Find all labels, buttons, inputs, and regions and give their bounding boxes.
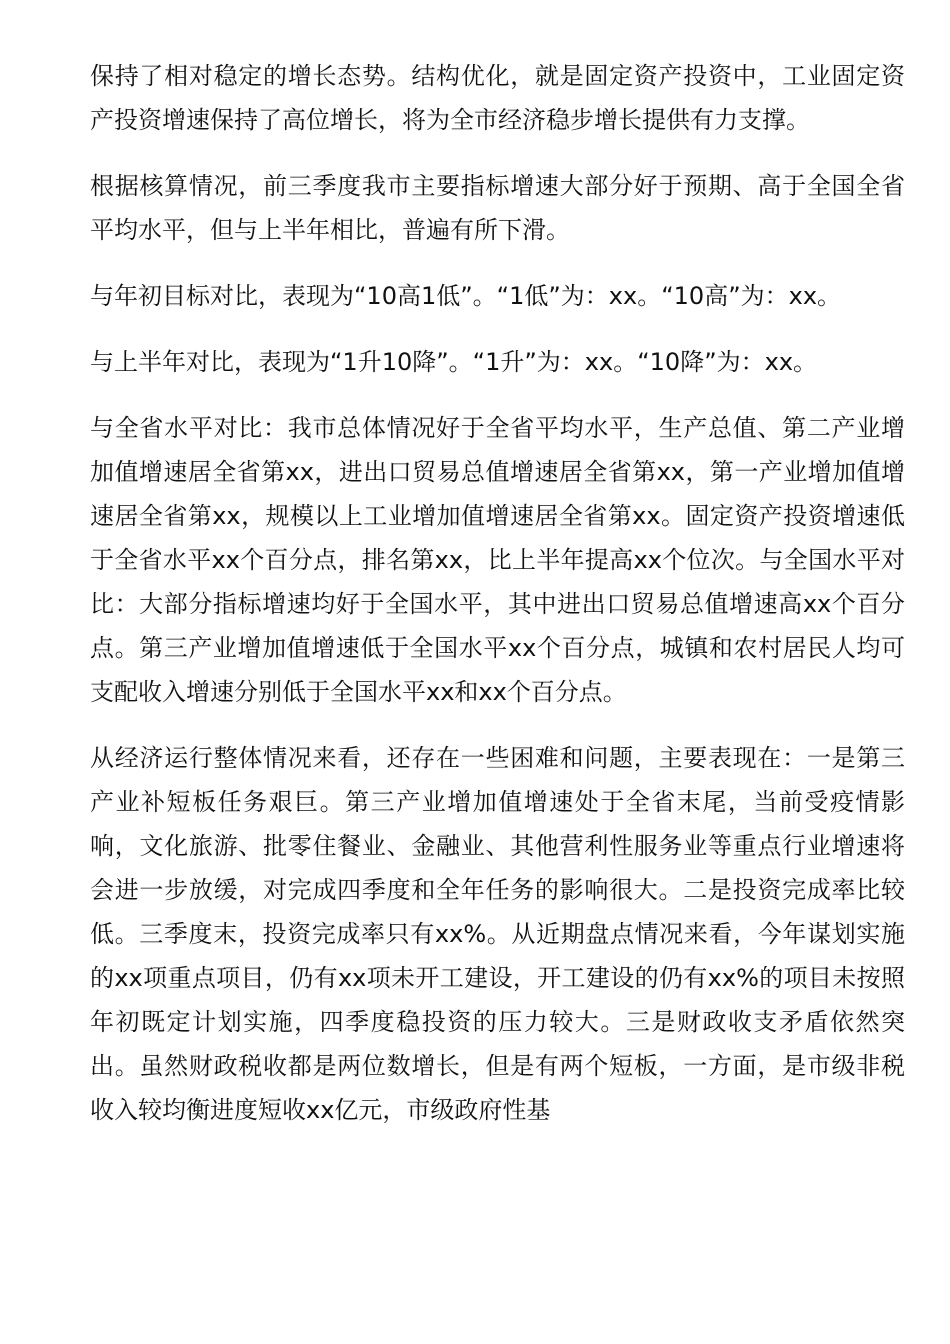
paragraph-5: 与全省水平对比：我市总体情况好于全省平均水平，生产总值、第二产业增加值增速居全省第xx，进出口贸易总值增速居全省第xx，第一产业增加值增速居全省第xx，规模以上工业增加值增速居全省第xx。固定资产投资增速低于全省水平xx个百分点，排名第xx，比上半年提高xx个位次。与全国水平对比：大部分指标增速均好于全国水平，其中进出口贸易总值增速高xx个百分点。第三产业增加值增速低于全国水平xx个百分点，城镇和农村居民人均可支配收入增速分别低于全国水平xx和xx个百分点。 <box>90 414 905 706</box>
paragraph-4: 与上半年对比，表现为“1升10降”。“1升”为：xx。“10降”为：xx。 <box>90 348 818 376</box>
document-body <box>90 54 905 1154</box>
paragraph-1: 保持了相对稳定的增长态势。结构优化，就是固定资产投资中，工业固定资产投资增速保持了高位增长，将为全市经济稳步增长提供有力支撑。 <box>90 62 905 134</box>
paragraph-2: 根据核算情况，前三季度我市主要指标增速大部分好于预期、高于全国全省平均水平，但与上半年相比，普遍有所下滑。 <box>90 172 905 244</box>
paragraph-6: 从经济运行整体情况来看，还存在一些困难和问题，主要表现在：一是第三产业补短板任务艰巨。第三产业增加值增速处于全省末尾，当前受疫情影响，文化旅游、批零住餐业、金融业、其他营利性服务业等重点行业增速将会进一步放缓，对完成四季度和全年任务的影响很大。二是投资完成率比较低。三季度末，投资完成率只有xx%。从近期盘点情况来看，今年谋划实施的xx项重点项目，仍有xx项未开工建设，开工建设的仍有xx%的项目未按照年初既定计划实施，四季度稳投资的压力较大。三是财政收支矛盾依然突出。虽然财政税收都是两位数增长，但是有两个短板，一方面，是市级非税收入较均衡进度短收xx亿元，市级政府性基 <box>90 744 905 1124</box>
paragraph-3: 与年初目标对比，表现为“10高1低”。“1低”为：xx。“10高”为：xx。 <box>90 282 842 310</box>
